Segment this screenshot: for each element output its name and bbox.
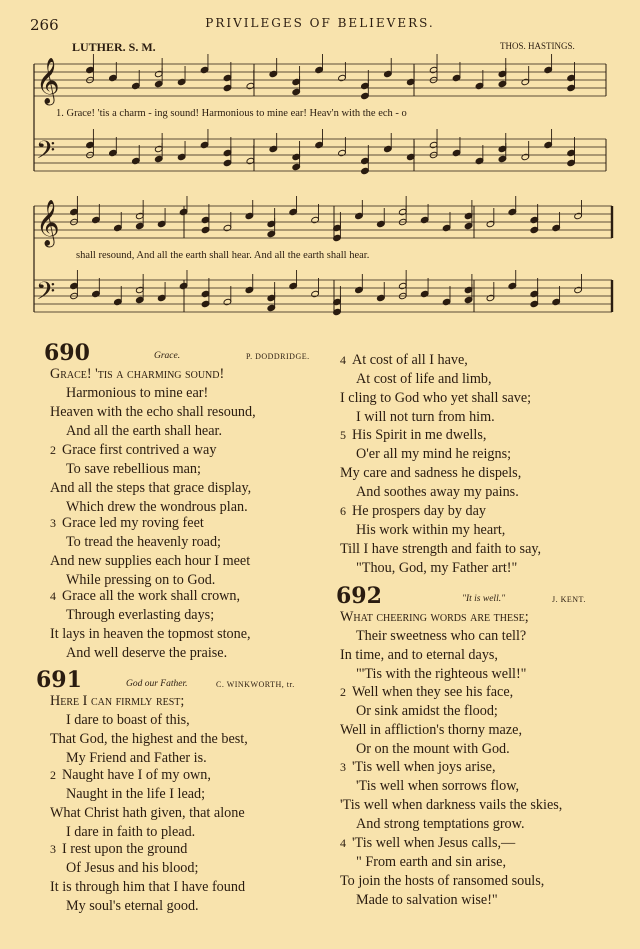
verse-line-text: Grace all the work shall crown,: [62, 588, 241, 604]
stanza-number: 4: [340, 836, 346, 850]
verse-line: Or on the mount with God.: [356, 741, 510, 757]
verse-line: Made to salvation wise!": [356, 892, 498, 908]
verse-line: His work within my heart,: [356, 522, 506, 538]
verse-line: [50, 766, 245, 785]
verse-line: At cost of life and limb,: [356, 371, 492, 387]
hymn-690-stanza-6: [340, 502, 541, 578]
verse-line: Heaven with the echo shall resound,: [50, 404, 256, 420]
stanza-number: 3: [50, 516, 56, 530]
stanza-number: 2: [50, 768, 56, 782]
clef-icon: 𝄞: [36, 58, 60, 104]
verse-line: Harmonious to mine ear!: [66, 385, 209, 401]
hymn-692-title: "It is well.": [462, 594, 506, 604]
verse-line: 'Tis well when darkness vails the skies,: [340, 797, 563, 813]
verse-line: [340, 834, 544, 853]
stanza-number: 3: [340, 760, 346, 774]
verse-line-text: Grace led my roving feet: [62, 515, 204, 531]
verse-line: And all the steps that grace display,: [50, 480, 252, 496]
lyrics-line-2: shall resound, And all the earth shall hear. And all the earth shall hear.: [76, 250, 370, 261]
verse-line: My care and sadness he dispels,: [340, 465, 522, 481]
verse-line: To join the hosts of ransomed souls,: [340, 873, 545, 889]
verse-line: Which drew the wondrous plan.: [66, 499, 248, 515]
verse-line: Naught in the life I lead;: [66, 786, 206, 802]
stanza-number: 4: [50, 589, 56, 603]
verse-line-text: Grace first contrived a way: [62, 442, 217, 458]
verse-line: Of Jesus and his blood;: [66, 860, 199, 876]
verse-line: And new supplies each hour I meet: [50, 553, 251, 569]
hymn-690-stanza-4b: [340, 351, 531, 427]
verse-line: [340, 683, 522, 702]
verse-line: Well in affliction's thorny maze,: [340, 722, 522, 738]
verse-line: To save rebellious man;: [66, 461, 201, 477]
hymn-692-author: J. KENT.: [552, 595, 586, 604]
hymn-690-number: 690: [44, 340, 90, 366]
verse-line: 'Tis well when sorrows flow,: [356, 778, 520, 794]
verse-line: I dare in faith to plead.: [66, 824, 196, 840]
page-number: 266: [30, 16, 59, 34]
verse-line-text: At cost of all I have,: [352, 352, 468, 368]
hymn-691-stanza-1: [50, 692, 248, 768]
verse-line: I cling to God who yet shall save;: [340, 390, 532, 406]
stanza-number: 6: [340, 504, 346, 518]
verse-line-text: I rest upon the ground: [62, 841, 188, 857]
hymn-692-stanza-2: [340, 683, 522, 759]
hymn-691-number: 691: [36, 667, 82, 693]
verse-line: [50, 441, 251, 460]
verse-line: Till I have strength and faith to say,: [340, 541, 542, 557]
lyrics-line-1: 1. Grace! 'tis a charm - ing sound! Harmonious to mine ear! Heav'n with the ech - o: [56, 108, 407, 119]
hymn-690-stanza-2: [50, 441, 251, 517]
hymn-692-stanza-1: [340, 608, 529, 684]
verse-line: "'Tis with the righteous well!": [356, 666, 527, 682]
verse-line: While pressing on to God.: [66, 572, 216, 588]
verse-line: [50, 514, 250, 533]
hymn-691-stanza-2: [50, 766, 245, 842]
hymn-691-author: C. WINKWORTH, tr.: [216, 680, 295, 689]
verse-line: And well deserve the praise.: [66, 645, 228, 661]
verse-line: [50, 365, 256, 384]
hymn-690-author: P. DODDRIDGE.: [246, 352, 310, 361]
verse-line-text: 'Tis well when Jesus calls,—: [352, 835, 516, 851]
music-score: [0, 0, 640, 340]
verse-line: O'er all my mind he reigns;: [356, 446, 512, 462]
verse-line: Through everlasting days;: [66, 607, 215, 623]
verse-line: [340, 502, 541, 521]
verse-line: That God, the highest and the best,: [50, 731, 248, 747]
verse-line: It is through him that I have found: [50, 879, 246, 895]
verse-line: To tread the heavenly road;: [66, 534, 222, 550]
hymn-692-stanza-4: [340, 834, 544, 910]
stanza-number: 3: [50, 842, 56, 856]
verse-line: [340, 758, 562, 777]
verse-line-text: He prospers day by day: [352, 503, 486, 519]
hymn-692-stanza-3: [340, 758, 562, 834]
verse-line: And strong temptations grow.: [356, 816, 525, 832]
hymn-692-number: 692: [336, 583, 382, 609]
verse-line: And all the earth shall hear.: [66, 423, 223, 439]
clef-icon: 𝄢: [36, 136, 56, 171]
hymn-690-stanza-1: [50, 365, 256, 441]
hymn-690-stanza-4: [50, 587, 251, 663]
verse-line-text: 'Tis well when joys arise,: [352, 759, 496, 775]
hymn-690-stanza-5: [340, 426, 521, 502]
stanza-number: 2: [50, 443, 56, 457]
verse-line: What Christ hath given, that alone: [50, 805, 245, 821]
verse-line: My Friend and Father is.: [66, 750, 207, 766]
stanza-number: 2: [340, 685, 346, 699]
hymn-691-title: God our Father.: [126, 679, 188, 689]
verse-line: It lays in heaven the topmost stone,: [50, 626, 251, 642]
clef-icon: 𝄞: [36, 200, 60, 246]
verse-line: [50, 840, 245, 859]
clef-icon: 𝄢: [36, 277, 56, 312]
verse-line: [340, 608, 529, 627]
verse-line: My soul's eternal good.: [66, 898, 199, 914]
verse-line: I will not turn from him.: [356, 409, 495, 425]
verse-line: [340, 426, 521, 445]
stanza-number: 4: [340, 353, 346, 367]
verse-line: " From earth and sin arise,: [356, 854, 506, 870]
hymn-690-stanza-3: [50, 514, 250, 590]
running-title: PRIVILEGES OF BELIEVERS.: [205, 16, 435, 30]
verse-line: "Thou, God, my Father art!": [356, 560, 518, 576]
tune-composer: THOS. HASTINGS.: [500, 41, 575, 51]
verse-line: [340, 351, 531, 370]
verse-line-text: Grace! 'tis a charming sound!: [50, 366, 225, 382]
verse-line: Or sink amidst the flood;: [356, 703, 498, 719]
verse-line: [50, 587, 251, 606]
verse-line-text: Well when they see his face,: [352, 684, 514, 700]
verse-line-text: His Spirit in me dwells,: [352, 427, 487, 443]
verse-line-text: What cheering words are these;: [340, 609, 529, 625]
verse-line: [50, 692, 248, 711]
verse-line-text: Naught have I of my own,: [62, 767, 211, 783]
verse-line: And soothes away my pains.: [356, 484, 519, 500]
hymn-691-stanza-3: [50, 840, 245, 916]
verse-line: In time, and to eternal days,: [340, 647, 498, 663]
tune-name: LUTHER. S. M.: [72, 40, 156, 54]
hymn-690-title: Grace.: [154, 351, 181, 361]
stanza-number: 5: [340, 428, 346, 442]
verse-line: I dare to boast of this,: [66, 712, 190, 728]
verse-line-text: Here I can firmly rest;: [50, 693, 185, 709]
verse-line: Their sweetness who can tell?: [356, 628, 527, 644]
